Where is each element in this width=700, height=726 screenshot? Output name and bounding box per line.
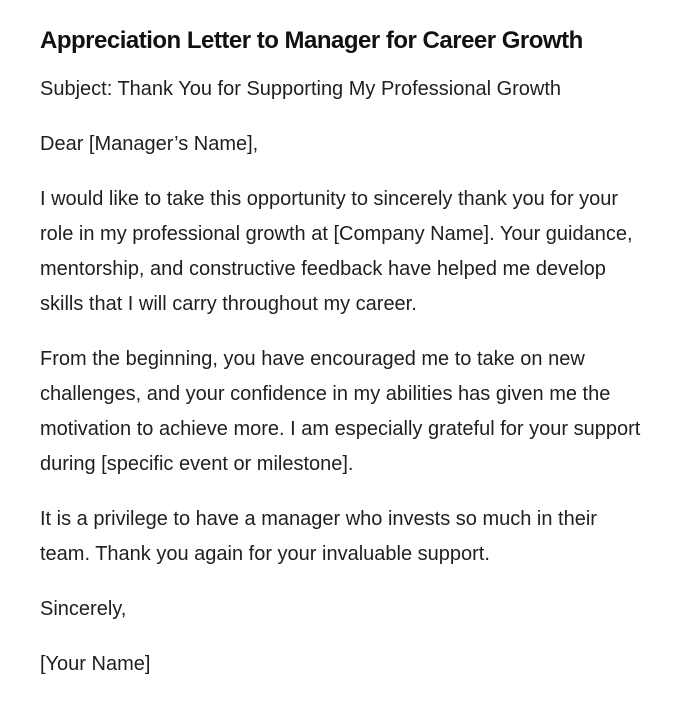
- letter-salutation: Dear [Manager’s Name],: [40, 133, 259, 155]
- letter-paragraph-2: From the beginning, you have encouraged me to take on new challenges, and your confidence in my abilities has given me the motivation to achieve more. I am especially grateful for your support during [specific event or milestone].: [40, 348, 641, 475]
- letter-closing: Sincerely,: [40, 598, 127, 620]
- letter-signature: [Your Name]: [40, 653, 151, 675]
- letter-subject: Subject: Thank You for Supporting My Professional Growth: [40, 78, 562, 100]
- letter-paragraph-1: I would like to take this opportunity to sincerely thank you for your role in my professional growth at [Company Name]. Your guidance, mentorship, and constructive feedback have helped me develop skills that I will carry throughout my career.: [40, 188, 633, 315]
- letter-title: Appreciation Letter to Manager for Career Growth: [40, 27, 583, 54]
- letter-paragraph-3: It is a privilege to have a manager who invests so much in their team. Thank you again for your invaluable support.: [40, 508, 597, 565]
